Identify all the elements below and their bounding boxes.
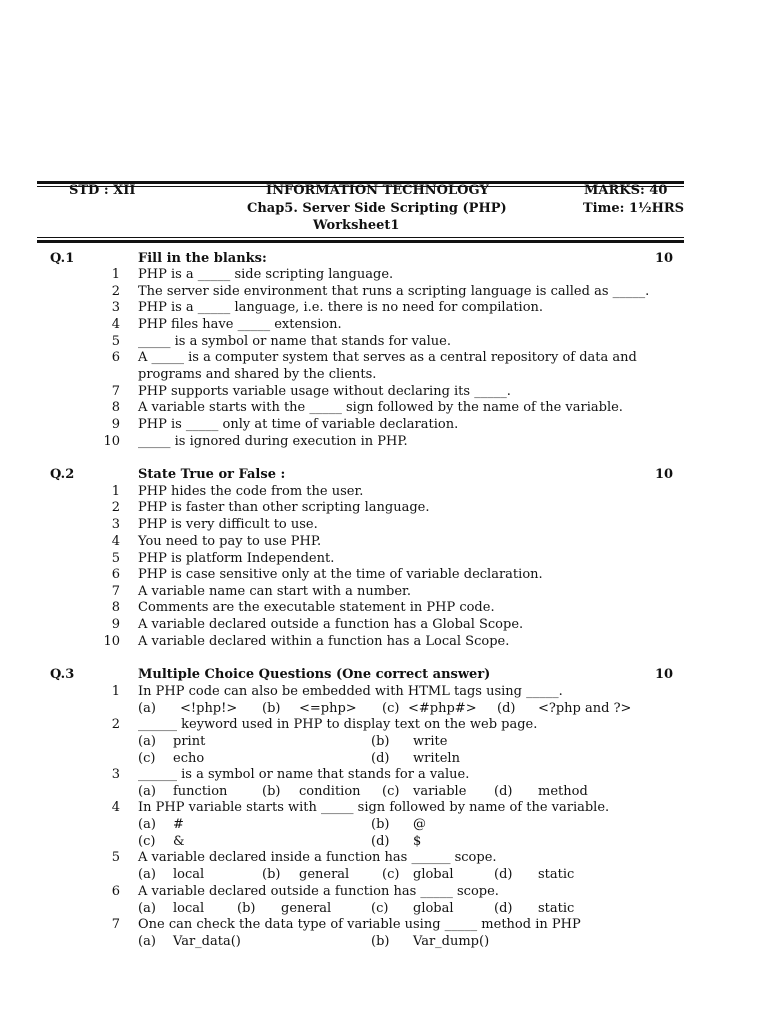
question-text: PHP is very difficult to use. (138, 517, 318, 532)
question-text: ______ keyword used in PHP to display text on the web page. (138, 717, 538, 732)
question-number: 5 (111, 334, 120, 349)
question-text: _____ is ignored during execution in PHP. (138, 434, 408, 449)
option-letter: (d) (494, 901, 513, 916)
option-letter: (a) (138, 817, 156, 832)
option-letter: (c) (138, 834, 156, 849)
option-letter: (b) (262, 784, 281, 799)
question-text: In PHP variable starts with _____ sign followed by name of the variable. (138, 800, 610, 815)
option-text: Var_dump() (413, 934, 490, 949)
question-text: A variable starts with the _____ sign followed by the name of the variable. (138, 400, 623, 415)
question-number: 8 (111, 600, 120, 615)
option-text: & (173, 834, 185, 849)
question-text: You need to pay to use PHP. (138, 534, 322, 549)
question-text: A _____ is a computer system that serves as a central repository of data and (138, 350, 637, 365)
option-text: static (538, 867, 575, 882)
question-text: A variable declared inside a function has ______ scope. (138, 850, 497, 865)
option-letter: (c) (138, 751, 156, 766)
worksheet-title: Worksheet1 (313, 218, 400, 233)
question-text: _____ is a symbol or name that stands for value. (138, 334, 451, 349)
question-text: In PHP code can also be embedded with HTML tags using _____. (138, 684, 563, 699)
option-text: global (413, 901, 454, 916)
option-letter: (a) (138, 867, 156, 882)
question-text: A variable declared within a function has a Local Scope. (138, 634, 510, 649)
question-number: 4 (111, 800, 120, 815)
question-text: PHP is platform Independent. (138, 551, 335, 566)
question-number: 5 (111, 551, 120, 566)
option-letter: (a) (138, 701, 156, 716)
option-text: local (173, 867, 205, 882)
q1-number: Q.1 (50, 251, 75, 266)
question-text: PHP supports variable usage without declaring its _____. (138, 384, 511, 399)
question-number: 7 (111, 384, 120, 399)
question-text: PHP is a _____ language, i.e. there is no need for compilation. (138, 300, 544, 315)
q3-marks: 10 (655, 667, 674, 682)
question-number: 7 (111, 584, 120, 599)
question-number: 9 (111, 417, 120, 432)
question-number: 2 (111, 717, 120, 732)
option-text: write (413, 734, 448, 749)
option-letter: (b) (371, 817, 390, 832)
option-letter: (a) (138, 734, 156, 749)
chapter-title: Chap5. Server Side Scripting (PHP) (247, 201, 507, 216)
option-letter: (c) (382, 867, 400, 882)
question-text: PHP files have _____ extension. (138, 317, 342, 332)
question-number: 4 (111, 317, 120, 332)
q2-title: State True or False : (138, 467, 286, 482)
question-text: A variable declared outside a function has _____ scope. (138, 884, 499, 899)
question-text: A variable name can start with a number. (138, 584, 411, 599)
question-text: A variable declared outside a function has a Global Scope. (138, 617, 524, 632)
option-letter: (d) (371, 834, 390, 849)
option-text: <?php and ?> (538, 701, 632, 716)
option-letter: (c) (382, 784, 400, 799)
option-letter: (c) (382, 701, 400, 716)
q3-number: Q.3 (50, 667, 75, 682)
option-letter: (b) (371, 734, 390, 749)
question-number: 3 (111, 300, 120, 315)
question-text: PHP is a _____ side scripting language. (138, 267, 394, 282)
option-text: condition (299, 784, 361, 799)
option-text: print (173, 734, 206, 749)
q3-title: Multiple Choice Questions (One correct answer) (138, 667, 491, 682)
question-text: The server side environment that runs a scripting language is called as _____. (138, 284, 650, 299)
header-rule-thick (37, 240, 684, 243)
option-text: writeln (413, 751, 460, 766)
question-number: 10 (103, 634, 120, 649)
question-number: 2 (111, 500, 120, 515)
q2-marks: 10 (655, 467, 674, 482)
option-letter: (d) (494, 867, 513, 882)
time-label: Time: 1½HRS (583, 201, 685, 216)
question-number: 10 (103, 434, 120, 449)
option-letter: (b) (262, 701, 281, 716)
option-letter: (a) (138, 934, 156, 949)
question-number: 8 (111, 400, 120, 415)
question-text: PHP is _____ only at time of variable declaration. (138, 417, 459, 432)
question-text: ______ is a symbol or name that stands for a value. (138, 767, 470, 782)
question-text: One can check the data type of variable using _____ method in PHP (138, 917, 581, 932)
question-text-continued: programs and shared by the clients. (138, 367, 377, 382)
q1-title: Fill in the blanks: (138, 251, 267, 266)
question-number: 9 (111, 617, 120, 632)
option-letter: (c) (371, 901, 389, 916)
option-text: $ (413, 834, 422, 849)
question-number: 6 (111, 884, 120, 899)
option-letter: (b) (237, 901, 256, 916)
question-number: 2 (111, 284, 120, 299)
option-text: method (538, 784, 588, 799)
option-text: variable (413, 784, 467, 799)
question-number: 6 (111, 567, 120, 582)
question-number: 1 (111, 267, 120, 282)
question-number: 5 (111, 850, 120, 865)
option-letter: (d) (371, 751, 390, 766)
question-text: PHP hides the code from the user. (138, 484, 364, 499)
q2-number: Q.2 (50, 467, 75, 482)
question-number: 7 (111, 917, 120, 932)
option-letter: (d) (497, 701, 516, 716)
question-text: PHP is faster than other scripting language. (138, 500, 430, 515)
option-text: general (299, 867, 350, 882)
marks-label: MARKS: 40 (584, 183, 668, 198)
option-letter: (b) (371, 934, 390, 949)
option-text: global (413, 867, 454, 882)
option-text: static (538, 901, 575, 916)
option-text: echo (173, 751, 205, 766)
option-text: <#php#> (408, 701, 477, 716)
option-letter: (b) (262, 867, 281, 882)
question-number: 4 (111, 534, 120, 549)
option-text: # (173, 817, 184, 832)
option-letter: (a) (138, 901, 156, 916)
question-number: 6 (111, 350, 120, 365)
std-label: STD : XII (69, 183, 136, 198)
option-text: general (281, 901, 332, 916)
question-number: 1 (111, 684, 120, 699)
header-rule-thin (37, 237, 684, 238)
option-text: local (173, 901, 205, 916)
question-number: 3 (111, 767, 120, 782)
question-number: 1 (111, 484, 120, 499)
option-text: <=php> (299, 701, 357, 716)
option-letter: (a) (138, 784, 156, 799)
option-text: @ (413, 817, 426, 832)
q1-marks: 10 (655, 251, 674, 266)
option-text: <!php!> (180, 701, 238, 716)
option-text: Var_data() (173, 934, 241, 949)
question-text: PHP is case sensitive only at the time of variable declaration. (138, 567, 543, 582)
option-text: function (173, 784, 228, 799)
option-letter: (d) (494, 784, 513, 799)
question-number: 3 (111, 517, 120, 532)
subject-title: INFORMATION TECHNOLOGY (266, 183, 489, 198)
question-text: Comments are the executable statement in PHP code. (138, 600, 495, 615)
